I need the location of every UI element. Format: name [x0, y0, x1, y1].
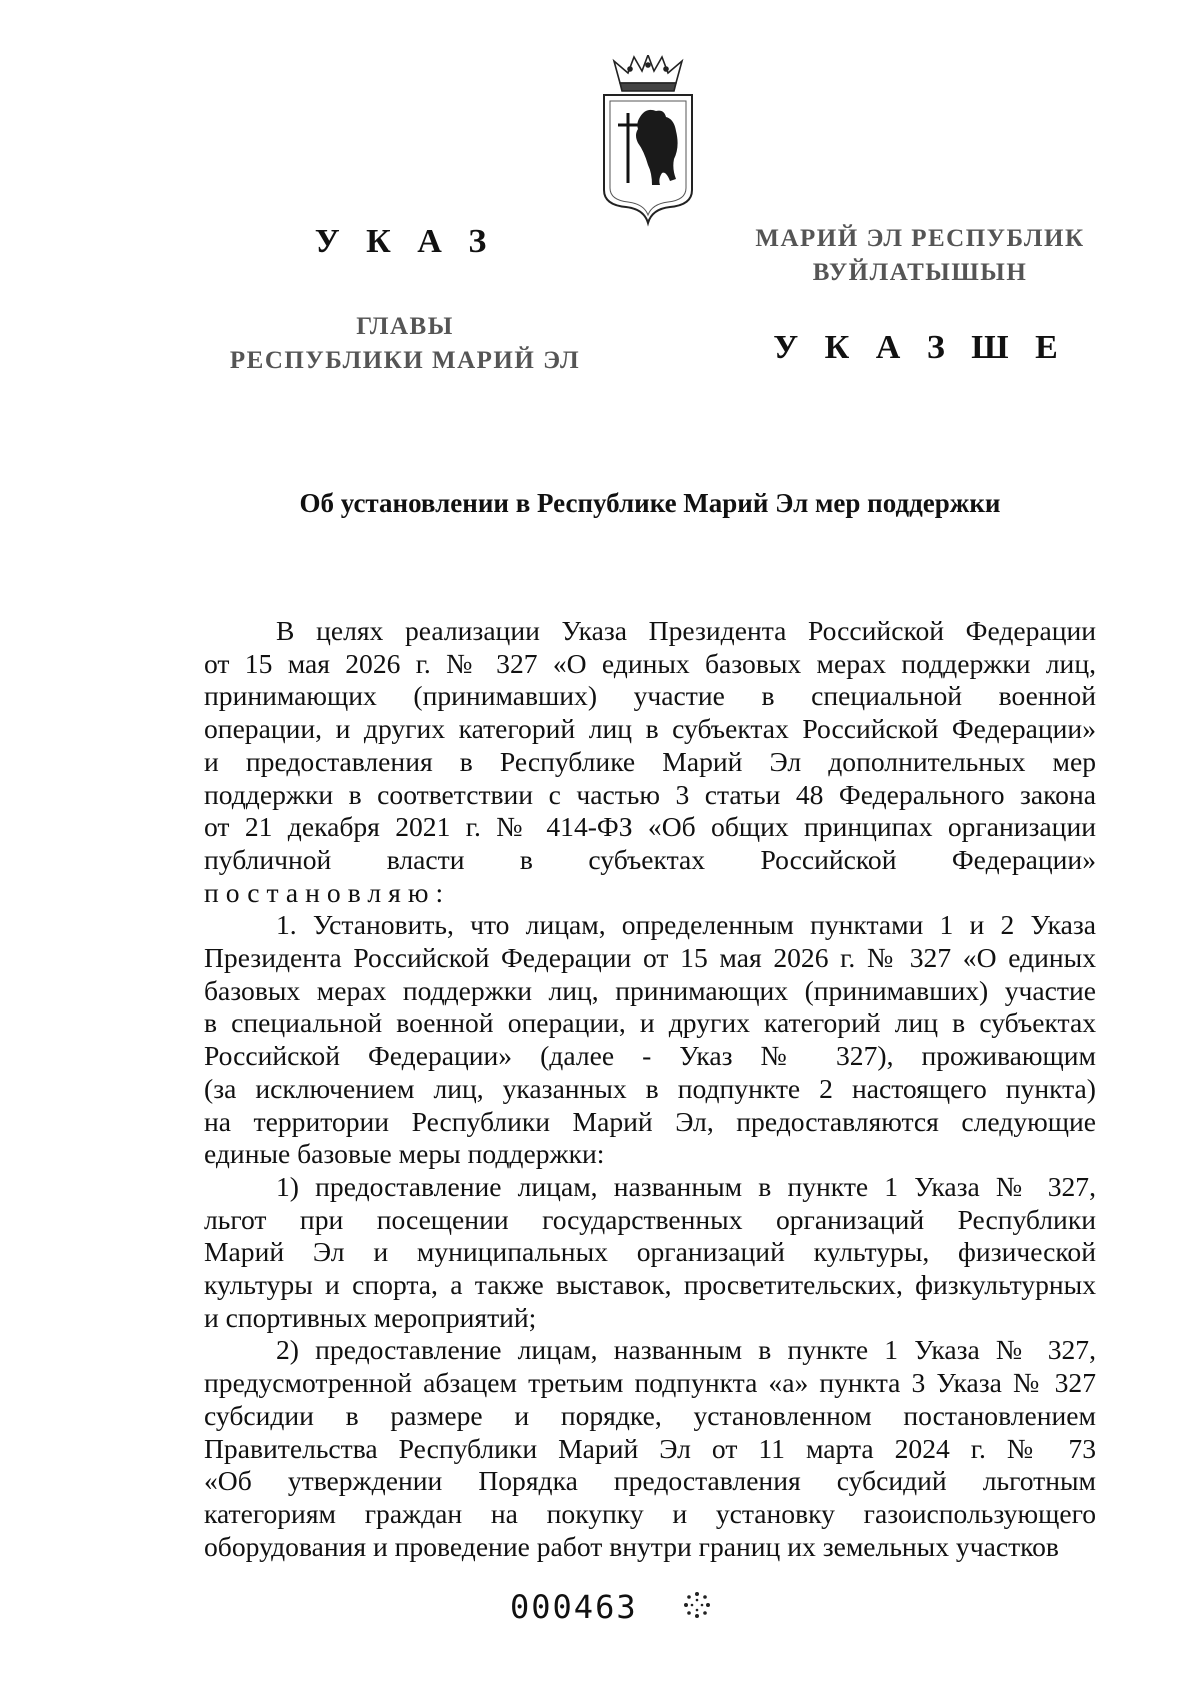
- decree-issuer-line1: ГЛАВЫ: [356, 313, 454, 340]
- body-line: категориям граждан на покупку и установку газоиспользующего: [204, 1497, 1096, 1529]
- body-line: единые базовые меры поддержки:: [204, 1138, 605, 1170]
- body-line: культуры и спорта, а также выставок, просветительских, физкультурных: [204, 1269, 1096, 1301]
- form-serial-number: 000463: [510, 1588, 638, 1626]
- body-line: Марий Эл и муниципальных организаций культуры, физической: [204, 1236, 1096, 1268]
- body-line: оборудования и проведение работ внутри границ их земельных участков: [204, 1530, 1059, 1562]
- body-line: льгот при посещении государственных организаций Республики: [204, 1203, 1096, 1235]
- body-line: публичной власти в субъектах Российской Федерации»: [204, 843, 1096, 875]
- body-line: Президента Российской Федерации от 15 мая 2026 г. № 327 «О единых: [204, 942, 1096, 974]
- body-line: Правительства Республики Марий Эл от 11 марта 2024 г. № 73: [204, 1432, 1096, 1464]
- body-line: предусмотренной абзацем третьим подпункта «а» пункта 3 Указа № 327: [204, 1367, 1096, 1399]
- header-left: [205, 222, 605, 378]
- body-line: и спортивных мероприятий;: [204, 1301, 537, 1333]
- body-line: поддержки в соответствии с частью 3 статьи 48 Федерального закона: [204, 778, 1096, 810]
- body-line: от 15 мая 2026 г. № 327 «О единых базовых мерах поддержки лиц,: [204, 647, 1096, 679]
- body-line: 1) предоставление лицам, названным в пункте 1 Указа № 327,: [276, 1170, 1096, 1202]
- coat-of-arms-icon: [600, 55, 696, 230]
- body-line: в специальной военной операции, и других категорий лиц в субъектах: [204, 1007, 1096, 1039]
- body-line: 1. Установить, что лицам, определенным пунктами 1 и 2 Указа: [276, 909, 1096, 941]
- body-line: (за исключением лиц, указанных в подпункте 2 настоящего пункта): [204, 1072, 1096, 1104]
- body-line: субсидии в размере и порядке, установленном постановлением: [204, 1399, 1096, 1431]
- body-line: на территории Республики Марий Эл, предоставляются следующие: [204, 1105, 1096, 1137]
- document-title: Об установлении в Республике Марий Эл мер поддержки: [299, 488, 1001, 518]
- body-line: Российской Федерации» (далее - Указ № 327), проживающим: [204, 1040, 1096, 1072]
- body-line: принимающих (принимавших) участие в специальной военной: [204, 680, 1096, 712]
- decree-issuer-mari-line2: ВУЙЛАТЫШЫН: [812, 259, 1028, 286]
- body-line: операции, и других категорий лиц в субъектах Российской Федерации»: [204, 713, 1096, 745]
- decree-issuer-line2: РЕСПУБЛИКИ МАРИЙ ЭЛ: [229, 347, 581, 374]
- body-line: В целях реализации Указа Президента Российской Федерации: [276, 615, 1096, 646]
- body-line: от 21 декабря 2021 г. № 414-ФЗ «Об общих принципах организации: [204, 811, 1096, 843]
- asterisk-mark-icon: [682, 1590, 712, 1620]
- decree-issuer-mari-line1: МАРИЙ ЭЛ РЕСПУБЛИК: [755, 225, 1085, 252]
- body-line: 2) предоставление лицам, названным в пункте 1 Указа № 327,: [276, 1334, 1096, 1366]
- decree-title-ru: У К А З: [314, 223, 496, 260]
- body-line-decree-verb: постановляю:: [204, 876, 451, 908]
- document-body: [204, 615, 1096, 1563]
- body-line: базовых мерах поддержки лиц, принимающих (принимавших) участие: [204, 974, 1096, 1006]
- header-right: [720, 222, 1120, 368]
- body-line: «Об утверждении Порядка предоставления субсидий льготным: [204, 1465, 1096, 1497]
- decree-title-mari: У К А З Ш Е: [773, 329, 1067, 366]
- body-line: и предоставления в Республике Марий Эл дополнительных мер: [204, 745, 1096, 777]
